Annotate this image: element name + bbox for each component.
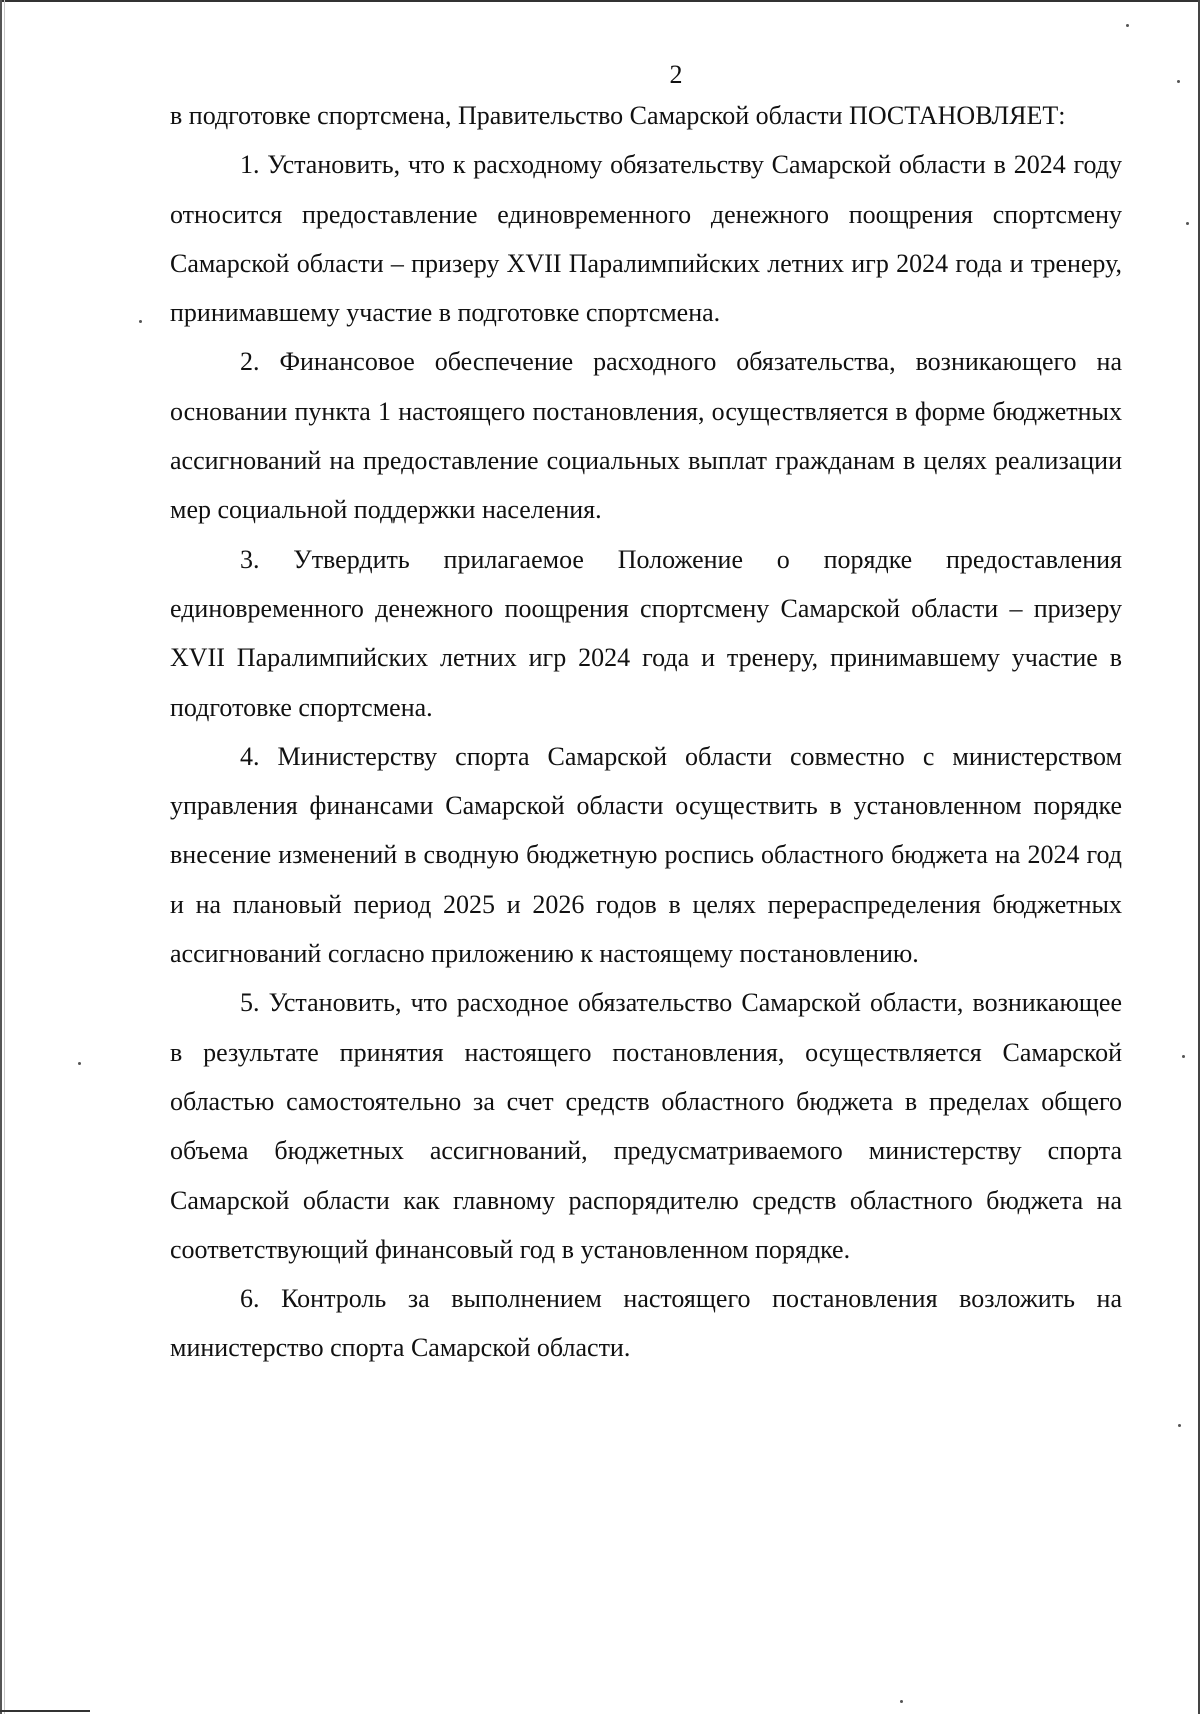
scan-speck: [1177, 80, 1180, 83]
paragraph-intro: в подготовке спортсмена, Правительство Самарской области ПОСТАНОВЛЯЕТ:: [170, 101, 1066, 130]
scan-edge-bottom-mark: [0, 1710, 90, 1712]
scan-speck: [1178, 1424, 1181, 1427]
scan-edge-top: [0, 0, 1200, 2]
paragraph-item-1: 1. Установить, что к расходному обязательству Самарской области в 2024 году относится предоставление единовременного денежного поощрения спортсмену Самарской области – призеру XVII Паралимпийских летних игр 2024 года и тренеру, принимавшему участие в подготовке спортсмена.: [170, 150, 1122, 328]
scan-speck: [1182, 1055, 1185, 1058]
paragraph-item-4: 4. Министерству спорта Самарской области совместно с министерством управления финансами Самарской области осуществить в установленном порядке внесение изменений в сводную бюджетную роспись областного бюджета на 2024 год и на плановый период 2025 и 2026 годов в целях перераспределения бюджетных ассигнований согласно приложению к настоящему постановлению.: [170, 741, 1122, 969]
scan-edge-left-inner: [4, 0, 5, 1714]
page-number: 2: [669, 60, 683, 89]
scan-edge-left: [0, 0, 2, 1714]
scan-speck: [900, 1700, 903, 1703]
paragraph-item-6: 6. Контроль за выполнением настоящего постановления возложить на министерство спорта Самарской области.: [170, 1284, 1122, 1363]
paragraph-item-2: 2. Финансовое обеспечение расходного обязательства, возникающего на основании пункта 1 настоящего постановления, осуществляется в форме бюджетных ассигнований на предоставление социальных выплат гражданам в целях реализации мер социальной поддержки населения.: [170, 347, 1122, 525]
scan-speck: [139, 320, 142, 323]
document-body: [170, 91, 1122, 1373]
scan-speck: [1186, 222, 1189, 225]
scan-speck: [1126, 24, 1129, 27]
paragraph-item-5: 5. Установить, что расходное обязательство Самарской области, возникающее в результате принятия настоящего постановления, осуществляется Самарской областью самостоятельно за счет средств областного бюджета в пределах общего объема бюджетных ассигнований, предусматриваемого министерству спорта Самарской области как главному распорядителю средств областного бюджета на соответствующий финансовый год в установленном порядке.: [170, 988, 1122, 1264]
paragraph-item-3: 3. Утвердить прилагаемое Положение о порядке предоставления единовременного денежного поощрения спортсмену Самарской области – призеру XVII Паралимпийских летних игр 2024 года и тренеру, принимавшему участие в подготовке спортсмена.: [170, 544, 1122, 722]
scan-speck: [78, 1062, 81, 1065]
